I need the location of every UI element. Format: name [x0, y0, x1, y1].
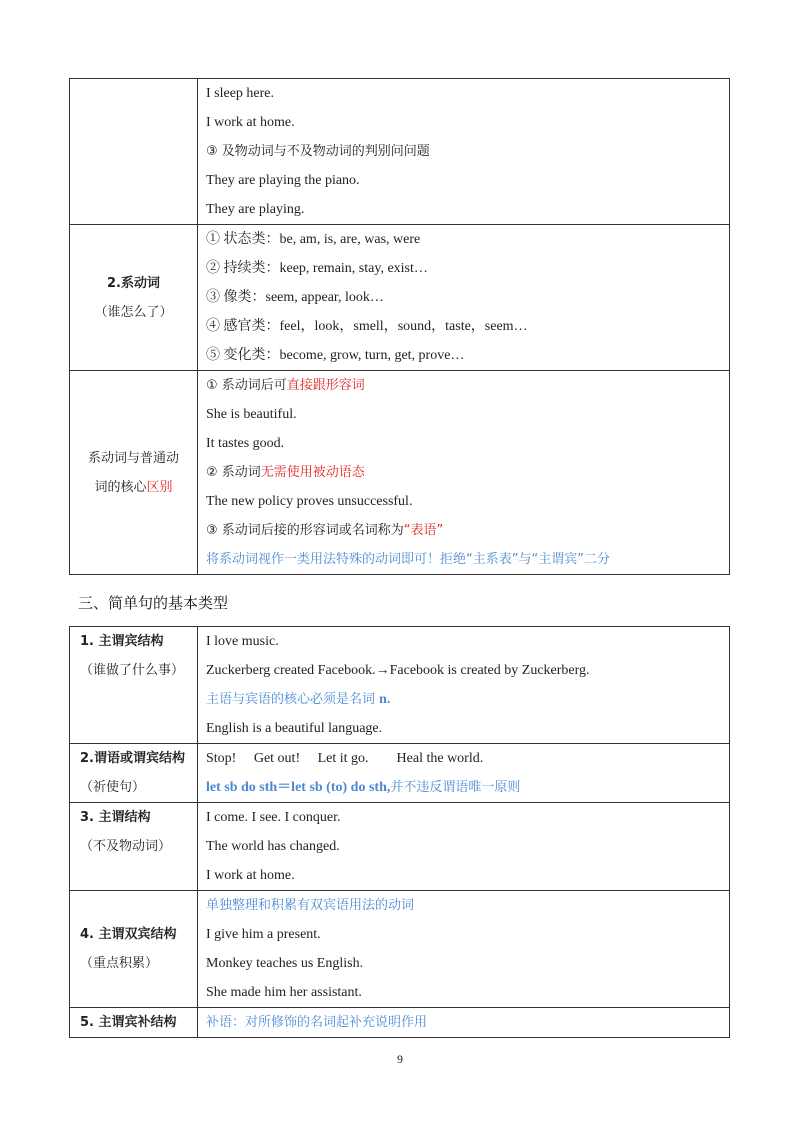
list-item: ② 持续类：keep, remain, stay, exist…	[206, 261, 428, 276]
note-text: 并不违反谓语唯一原则	[390, 780, 521, 795]
row-label	[70, 225, 198, 371]
note-text: let sb do sth＝let sb (to) do sth,	[206, 780, 391, 795]
label-text: 词的核心	[94, 479, 147, 495]
table-row	[70, 803, 730, 891]
table-row	[70, 371, 730, 575]
row-content	[198, 225, 730, 371]
row-label-sub: （谁做了什么事）	[80, 663, 185, 678]
row-label	[70, 371, 198, 575]
table-row	[70, 225, 730, 371]
row-label-line: 系动词与普通动	[87, 450, 179, 466]
note-text: 主语与宾语的核心必须是名词	[206, 692, 380, 707]
example-sentence: They are playing the piano.	[206, 173, 360, 188]
note-line: 补语：对所修饰的名词起补充说明作用	[206, 1015, 428, 1030]
note-line: 将系动词视作一类用法特殊的动词即可！拒绝“主系表”与“主谓宾”二分	[206, 552, 610, 567]
row-label-main: 3. 主谓结构	[80, 810, 151, 825]
list-item: ④ 感官类：feel，look，smell，sound，taste，seem…	[206, 319, 528, 334]
row-label-sub: （祈使句）	[80, 780, 146, 795]
row-label-spacer	[70, 714, 197, 743]
note-line	[206, 773, 729, 802]
example-sentence: She is beautiful.	[206, 407, 297, 422]
row-label-spacer	[70, 685, 197, 714]
rule-text: ② 系动词	[206, 465, 261, 480]
row-label-main: 2.系动词	[107, 275, 160, 291]
row-content	[198, 744, 730, 803]
grammar-table-verbs	[69, 78, 730, 575]
example-sentence: English is a beautiful language.	[206, 721, 383, 736]
table-row	[70, 79, 730, 225]
example-sentence: I give him a present.	[206, 927, 321, 942]
row-content	[198, 79, 730, 225]
table-row	[70, 744, 730, 803]
example-sentence: Stop! Get out! Let it go. Heal the world.	[206, 751, 484, 766]
list-item: ⑤ 变化类：become, grow, turn, get, prove…	[206, 348, 465, 363]
example-sentence: I sleep here.	[206, 86, 275, 101]
rule-line	[206, 458, 729, 487]
highlight-text: 区别	[146, 479, 173, 495]
list-item: ③ 像类：seem, appear, look…	[206, 290, 384, 305]
page-number: 9	[397, 1052, 403, 1066]
row-label	[70, 627, 198, 744]
highlight-text: “表语”	[403, 523, 444, 538]
sub-heading: ③ 及物动词与不及物动词的判别问问题	[206, 144, 430, 159]
row-label-sub: （不及物动词）	[80, 839, 172, 854]
row-label-main: 1. 主谓宾结构	[80, 634, 164, 649]
example-sentence: I love music.	[206, 634, 279, 649]
example-sentence: It tastes good.	[206, 436, 285, 451]
row-label-sub: （重点积累）	[80, 956, 159, 971]
row-label-spacer	[70, 861, 197, 890]
row-label	[70, 744, 198, 803]
note-line	[206, 685, 729, 714]
row-label	[70, 891, 198, 1008]
example-sentence: They are playing.	[206, 202, 305, 217]
rule-text: ③ 系动词后接的形容词或名词称为	[206, 523, 404, 538]
section-title: 三、简单句的基本类型	[78, 594, 229, 612]
row-label-main: 5. 主谓宾补结构	[80, 1015, 177, 1030]
row-label-main: 4. 主谓双宾结构	[80, 927, 177, 942]
row-label-empty	[70, 79, 198, 225]
table-row	[70, 627, 730, 744]
row-content	[198, 803, 730, 891]
row-content	[198, 1008, 730, 1038]
row-label-sub: （谁怎么了）	[94, 304, 173, 320]
row-content	[198, 891, 730, 1008]
row-content	[198, 627, 730, 744]
example-sentence: Monkey teaches us English.	[206, 956, 364, 971]
row-label-line	[70, 473, 197, 502]
row-label	[70, 803, 198, 891]
note-line: 单独整理和积累有双宾语用法的动词	[206, 898, 415, 913]
row-label	[70, 1008, 198, 1038]
note-text: n.	[379, 692, 391, 707]
example-sentence: I work at home.	[206, 115, 295, 130]
row-content	[198, 371, 730, 575]
table-row	[70, 891, 730, 1008]
highlight-text: 直接跟形容词	[286, 378, 365, 393]
grammar-table-sentence-types	[69, 626, 730, 1038]
example-sentence: I work at home.	[206, 868, 295, 883]
example-sentence: Zuckerberg created Facebook.→Facebook is created by Zuckerberg.	[206, 663, 590, 678]
rule-line	[206, 371, 729, 400]
example-sentence: I come. I see. I conquer.	[206, 810, 341, 825]
highlight-text: 无需使用被动语态	[260, 465, 365, 480]
example-sentence: The world has changed.	[206, 839, 340, 854]
example-sentence: The new policy proves unsuccessful.	[206, 494, 413, 509]
list-item: ① 状态类：be, am, is, are, was, were	[206, 232, 421, 247]
table-row	[70, 1008, 730, 1038]
rule-text: ① 系动词后可	[206, 378, 287, 393]
example-sentence: She made him her assistant.	[206, 985, 362, 1000]
row-label-main: 2.谓语或谓宾结构	[80, 751, 185, 766]
rule-line	[206, 516, 729, 545]
